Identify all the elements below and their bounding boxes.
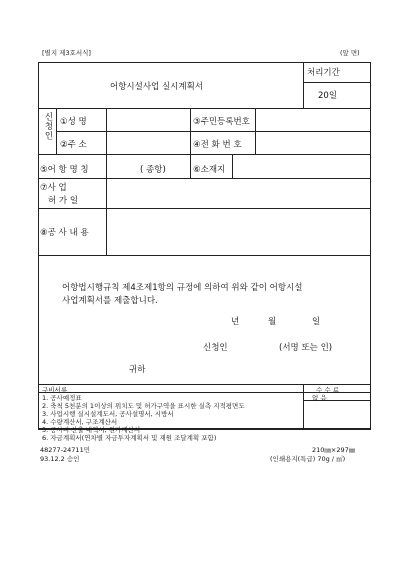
divider — [303, 400, 371, 401]
resident-no-label: ③주민등록번호 — [193, 117, 250, 127]
processing-period-value: 20일 — [318, 91, 338, 101]
divider — [106, 154, 107, 178]
applicant-label: 신청인 — [43, 112, 53, 141]
divider — [303, 62, 304, 108]
attachments-label: 구비서류 — [42, 386, 68, 394]
footer-size: 210㎜×297㎜ — [312, 446, 356, 454]
harbor-name-label: ⑤어 항 명 칭 — [40, 165, 89, 175]
footer-approval: 93.12.2 승인 — [40, 455, 80, 463]
statement-line-1: 어항법시행규칙 제4조제1항의 규정에 의하여 위와 같이 어항시설 — [62, 283, 303, 293]
form-id: [별지 제3호서식] — [42, 49, 91, 57]
fee-value: 없 음 — [312, 394, 327, 402]
divider — [56, 131, 371, 132]
divider — [38, 429, 371, 430]
permit-date-label-2: 허 가 일 — [48, 196, 79, 206]
divider — [38, 108, 371, 109]
divider — [38, 154, 371, 155]
processing-period-label: 처리기간 — [307, 68, 340, 78]
side-indicator: (앞 면) — [340, 49, 360, 57]
signer-label: 신청인 — [203, 343, 228, 353]
divider — [303, 82, 371, 83]
form-title: 어항시설사업 실시계획서 — [110, 82, 204, 92]
signature-field: (서명 또는 인) — [279, 343, 333, 353]
attachment-item: 3. 사업시행 실시설계도서, 공사설명서, 시방서 — [42, 410, 174, 418]
attachment-item: 1. 공사예정표 — [42, 394, 82, 402]
name-label: ①성 명 — [60, 117, 87, 127]
divider — [232, 154, 233, 178]
address-label: ②주 소 — [60, 140, 87, 150]
work-content-label: ⑧공 사 내 용 — [40, 228, 89, 238]
divider — [106, 178, 107, 208]
divider — [38, 178, 371, 179]
phone-label: ④전 화 번 호 — [193, 140, 242, 150]
divider — [38, 208, 371, 209]
footer-paper: (인쇄용지(특급) 70g / ㎡) — [270, 455, 346, 463]
harbor-class: ( 종항) — [140, 165, 166, 175]
divider — [106, 208, 107, 255]
attachment-item: 4. 수량계산서, 구조계산서 — [42, 418, 118, 426]
fee-label: 수 수 료 — [316, 386, 339, 394]
footer-code: 48277-24711민 — [40, 446, 90, 454]
attachment-item: 6. 자금계획서(연차별 자금투자계획서 및 재원 조달계획 포함) — [42, 434, 217, 442]
date-day: 일 — [312, 317, 321, 327]
permit-date-label-1: ⑦사 업 — [40, 183, 67, 193]
divider — [303, 384, 304, 429]
date-year: 년 — [231, 317, 240, 327]
divider — [38, 255, 371, 256]
addressee: 귀하 — [129, 365, 146, 375]
divider — [190, 154, 191, 178]
attachment-item: 2. 축척 5천분의 1이상의 위치도 및 허가구역을 표시한 실측 지적평면도 — [42, 402, 245, 410]
date-month: 월 — [268, 317, 277, 327]
statement-line-2: 사업계획서를 제출합니다. — [62, 296, 158, 306]
location-label: ⑥소재지 — [193, 165, 226, 175]
attachment-item: 5. 공사비 산출 내역서, 원가계산서 — [42, 426, 141, 434]
